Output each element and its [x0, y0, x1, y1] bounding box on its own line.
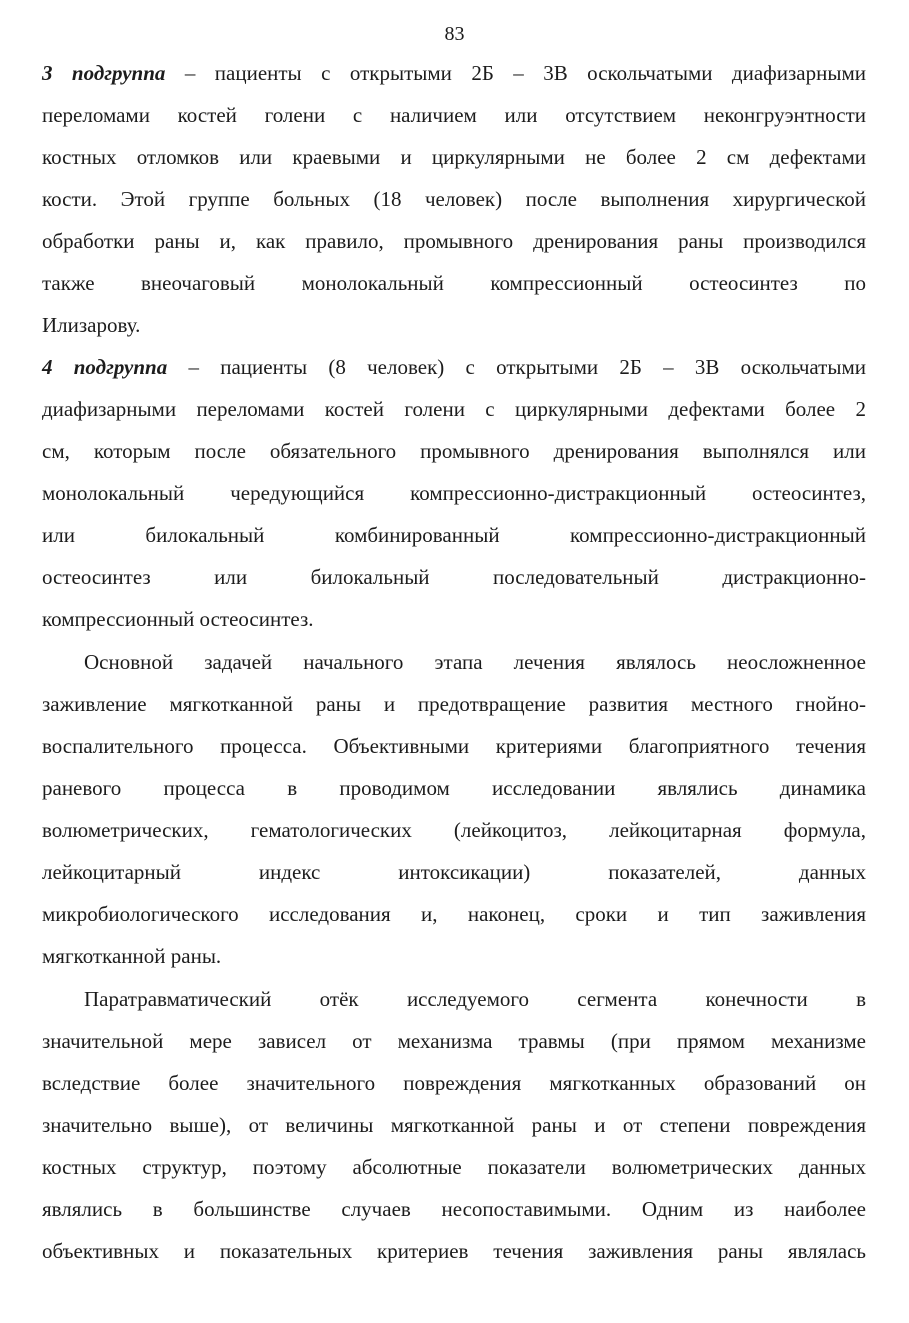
subgroup3-line-1	[42, 60, 866, 86]
subgroup4-line-6: остеосинтез или билокальный последовательный дистракционно-	[42, 565, 866, 589]
subgroup3-line-7: Илизарову.	[42, 313, 141, 337]
edema-line-6: являлись в большинстве случаев несопоставимыми. Одним из наиболее	[42, 1197, 866, 1221]
subgroup3-line-2: переломами костей голени с наличием или отсутствием неконгруэнтности	[42, 103, 866, 127]
edema-line-3: вследствие более значительного повреждения мягкотканных образований он	[42, 1071, 866, 1095]
main-task-line-6: лейкоцитарный индекс интоксикации) показателей, данных	[42, 860, 866, 884]
main-task-line-4: раневого процесса в проводимом исследовании являлись динамика	[42, 776, 866, 800]
subgroup4-line-5: или билокальный комбинированный компрессионно-дистракционный	[42, 523, 866, 547]
page-number: 83	[444, 23, 465, 45]
subgroup3-label: 3 подгруппа	[42, 61, 166, 85]
subgroup4-line-2: диафизарными переломами костей голени с циркулярными дефектами более 2	[42, 397, 866, 421]
subgroup3-line-1-text: – пациенты с открытыми 2Б – 3В оскольчатыми диафизарными	[165, 61, 867, 85]
main-task-line-3: воспалительного процесса. Объективными критериями благоприятного течения	[42, 734, 866, 758]
main-task-line-7: микробиологического исследования и, наконец, сроки и тип заживления	[42, 902, 866, 926]
main-task-line-1: Основной задачей начального этапа лечения являлось неосложненное	[84, 650, 866, 674]
edema-line-1: Паратравматический отёк исследуемого сегмента конечности в	[84, 987, 866, 1011]
subgroup4-line-1	[42, 354, 866, 380]
subgroup4-line-3: см, которым после обязательного промывного дренирования выполнялся или	[42, 439, 866, 463]
subgroup4-line-4: монолокальный чередующийся компрессионно-дистракционный остеосинтез,	[42, 481, 866, 505]
subgroup3-line-5: обработки раны и, как правило, промывного дренирования раны производился	[42, 229, 866, 253]
edema-line-5: костных структур, поэтому абсолютные показатели волюметрических данных	[42, 1155, 866, 1179]
edema-line-2: значительной мере зависел от механизма травмы (при прямом механизме	[42, 1029, 866, 1053]
main-task-line-5: волюметрических, гематологических (лейкоцитоз, лейкоцитарная формула,	[42, 818, 866, 842]
subgroup3-line-3: костных отломков или краевыми и циркулярными не более 2 см дефектами	[42, 145, 866, 169]
edema-line-4: значительно выше), от величины мягкотканной раны и от степени повреждения	[42, 1113, 866, 1137]
main-task-line-8: мягкотканной раны.	[42, 944, 222, 968]
subgroup3-line-6: также внеочаговый монолокальный компрессионный остеосинтез по	[42, 271, 866, 295]
subgroup4-label: 4 подгруппа	[42, 355, 168, 379]
edema-line-7: объективных и показательных критериев течения заживления раны являлась	[42, 1239, 866, 1263]
main-task-line-2: заживление мягкотканной раны и предотвращение развития местного гнойно-	[42, 692, 866, 716]
subgroup3-line-4: кости. Этой группе больных (18 человек) после выполнения хирургической	[42, 187, 866, 211]
subgroup4-line-1-text: – пациенты (8 человек) с открытыми 2Б – 3В оскольчатыми	[167, 355, 866, 379]
subgroup4-line-7: компрессионный остеосинтез.	[42, 607, 314, 631]
